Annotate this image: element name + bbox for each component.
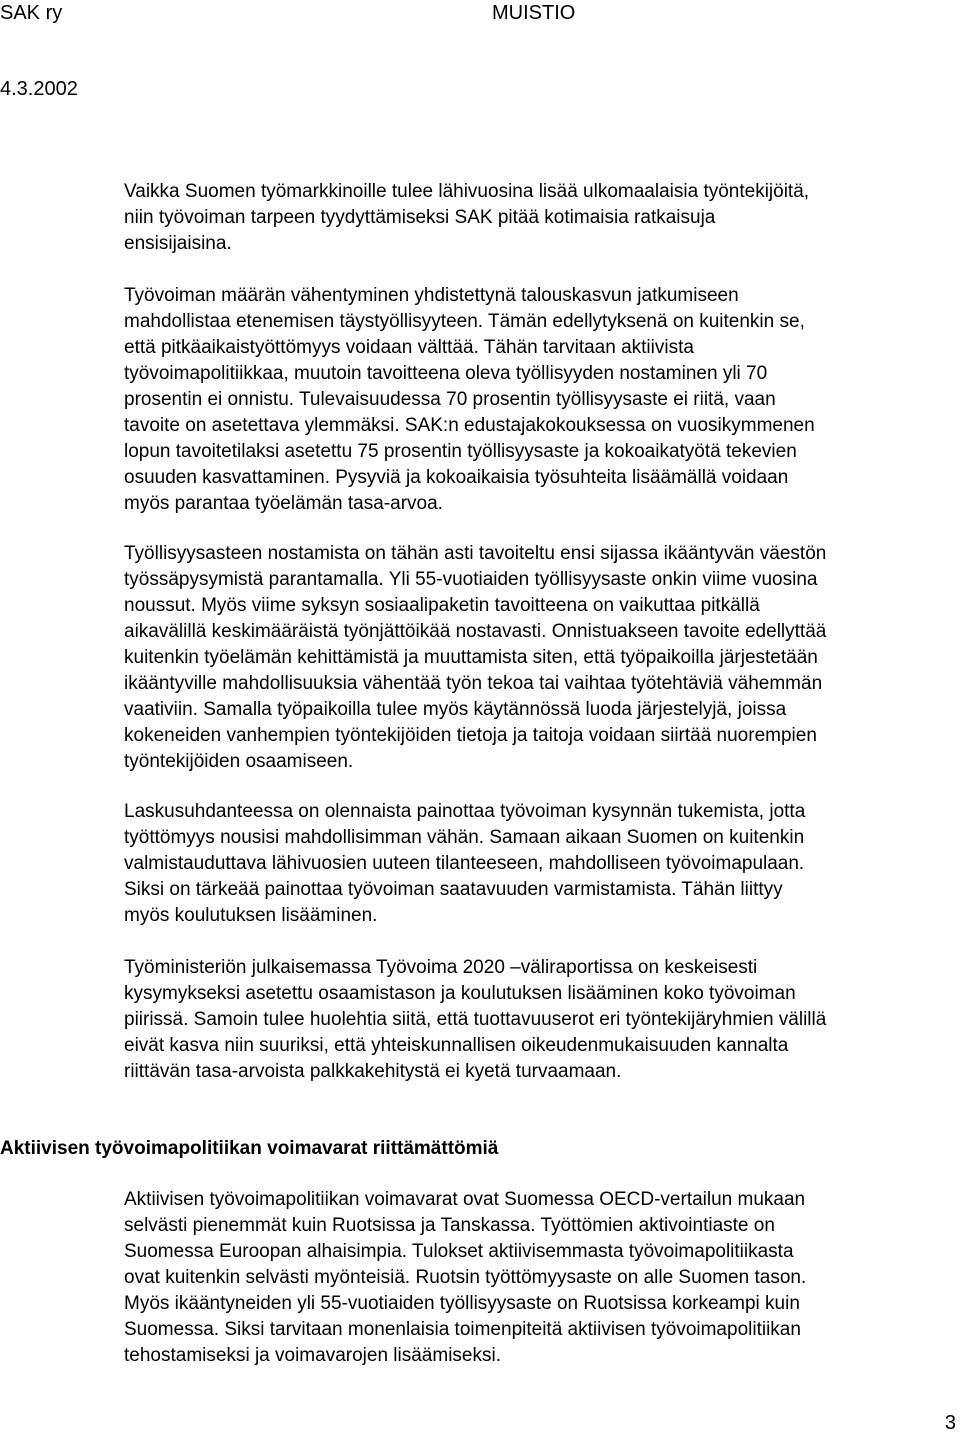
paragraph-2 xyxy=(124,283,954,517)
paragraph-3 xyxy=(124,541,954,775)
text-line: niin työvoiman tarpeen tyydyttämiseksi SAK pitää kotimaisia ratkaisuja xyxy=(124,207,716,228)
text-line: Myös ikääntyneiden yli 55-vuotiaiden työllisyysaste on Ruotsissa korkeampi kuin xyxy=(124,1293,800,1314)
text-line: Suomessa. Siksi tarvitaan monenlaisia toimenpiteitä aktiivisen työvoimapolitiikan xyxy=(124,1319,801,1340)
text-line: lopun tavoitetilaksi asetettu 75 prosentin työllisyysaste ja kokoaikatyötä tekevien xyxy=(124,441,797,462)
text-line: Suomessa Euroopan alhaisimpia. Tulokset aktiivisemmasta työvoimapolitiikasta xyxy=(124,1241,794,1262)
text-line: piirissä. Samoin tulee huolehtia siitä, että tuottavuuserot eri työntekijäryhmien välillä xyxy=(124,1009,827,1030)
paragraph-4 xyxy=(124,799,954,929)
text-line: mahdollistaa etenemisen täystyöllisyyteen. Tämän edellytyksenä on kuitenkin se, xyxy=(124,311,805,332)
text-line: työvoimapolitiikkaa, muutoin tavoitteena oleva työllisyyden nostaminen yli 70 xyxy=(124,363,768,384)
text-line: ovat kuitenkin selvästi myönteisiä. Ruotsin työttömyysaste on alle Suomen tason. xyxy=(124,1267,807,1288)
text-line: myös koulutuksen lisääminen. xyxy=(124,905,378,926)
text-line: Työllisyysasteen nostamista on tähän asti tavoiteltu ensi sijassa ikääntyvän väestön xyxy=(124,543,827,564)
text-line: tehostamiseksi ja voimavarojen lisäämiseksi. xyxy=(124,1345,501,1366)
text-line: noussut. Myös viime syksyn sosiaalipaketin tavoitteena on vaikuttaa pitkällä xyxy=(124,595,760,616)
text-line: työssäpysymistä parantamalla. Yli 55-vuotiaiden työllisyysaste onkin viime vuosina xyxy=(124,569,818,590)
page-number: 3 xyxy=(944,1412,956,1434)
text-line: Vaikka Suomen työmarkkinoille tulee lähivuosina lisää ulkomaalaisia työntekijöitä, xyxy=(124,181,810,202)
text-line: että pitkäaikaistyöttömyys voidaan välttää. Tähän tarvitaan aktiivista xyxy=(124,337,694,358)
text-line: työntekijöiden osaamiseen. xyxy=(124,751,354,772)
text-line: vaativiin. Samalla työpaikoilla tulee myös käytännössä luoda järjestelyjä, joissa xyxy=(124,699,787,720)
section-heading: Aktiivisen työvoimapolitiikan voimavarat riittämättömiä xyxy=(0,1138,499,1159)
document-date: 4.3.2002 xyxy=(0,78,78,100)
text-line: kokeneiden vanhempien työntekijöiden tietoja ja taitoja voidaan siirtää nuorempien xyxy=(124,725,817,746)
text-line: myös parantaa työelämän tasa-arvoa. xyxy=(124,493,443,514)
text-line: selvästi pienemmät kuin Ruotsissa ja Tanskassa. Työttömien aktivointiaste on xyxy=(124,1215,775,1236)
text-line: eivät kasva niin suuriksi, että yhteiskunnallisen oikeudenmukaisuuden kannalta xyxy=(124,1035,789,1056)
text-line: tavoite on asetettava ylemmäksi. SAK:n edustajakokouksessa on vuosikymmenen xyxy=(124,415,815,436)
paragraph-1 xyxy=(124,179,954,257)
text-line: kuitenkin työelämän kehittämistä ja muuttamista siten, että työpaikoilla järjestetään xyxy=(124,647,818,668)
text-line: osuuden kasvattaminen. Pysyviä ja kokoaikaisia työsuhteita lisäämällä voidaan xyxy=(124,467,789,488)
text-line: ikääntyville mahdollisuuksia vähentää työn tekoa tai vaihtaa työtehtäviä vähemmän xyxy=(124,673,823,694)
text-line: valmistauduttava lähivuosien uuteen tilanteeseen, mahdolliseen työvoimapulaan. xyxy=(124,853,805,874)
text-line: Aktiivisen työvoimapolitiikan voimavarat ovat Suomessa OECD-vertailun mukaan xyxy=(124,1189,806,1210)
text-line: ensisijaisina. xyxy=(124,233,232,254)
paragraph-5 xyxy=(124,955,954,1085)
organization-name: SAK ry xyxy=(0,2,63,24)
text-line: työttömyys nousisi mahdollisimman vähän. Samaan aikaan Suomen on kuitenkin xyxy=(124,827,805,848)
section-paragraph xyxy=(124,1187,954,1369)
text-line: Siksi on tärkeää painottaa työvoiman saatavuuden varmistamista. Tähän liittyy xyxy=(124,879,783,900)
document-type: MUISTIO xyxy=(492,2,576,24)
text-line: Työministeriön julkaisemassa Työvoima 2020 –väliraportissa on keskeisesti xyxy=(124,957,758,978)
text-line: Työvoiman määrän vähentyminen yhdistettynä talouskasvun jatkumiseen xyxy=(124,285,739,306)
text-line: riittävän tasa-arvoista palkkakehitystä ei kyetä turvaamaan. xyxy=(124,1061,622,1082)
text-line: kysymykseksi asetettu osaamistason ja koulutuksen lisääminen koko työvoiman xyxy=(124,983,796,1004)
text-line: prosentin ei onnistu. Tulevaisuudessa 70 prosentin työllisyysaste ei riitä, vaan xyxy=(124,389,776,410)
text-line: aikavälillä keskimääräistä työnjättöikää nostavasti. Onnistuakseen tavoite edellyttää xyxy=(124,621,827,642)
text-line: Laskusuhdanteessa on olennaista painottaa työvoiman kysynnän tukemista, jotta xyxy=(124,801,806,822)
